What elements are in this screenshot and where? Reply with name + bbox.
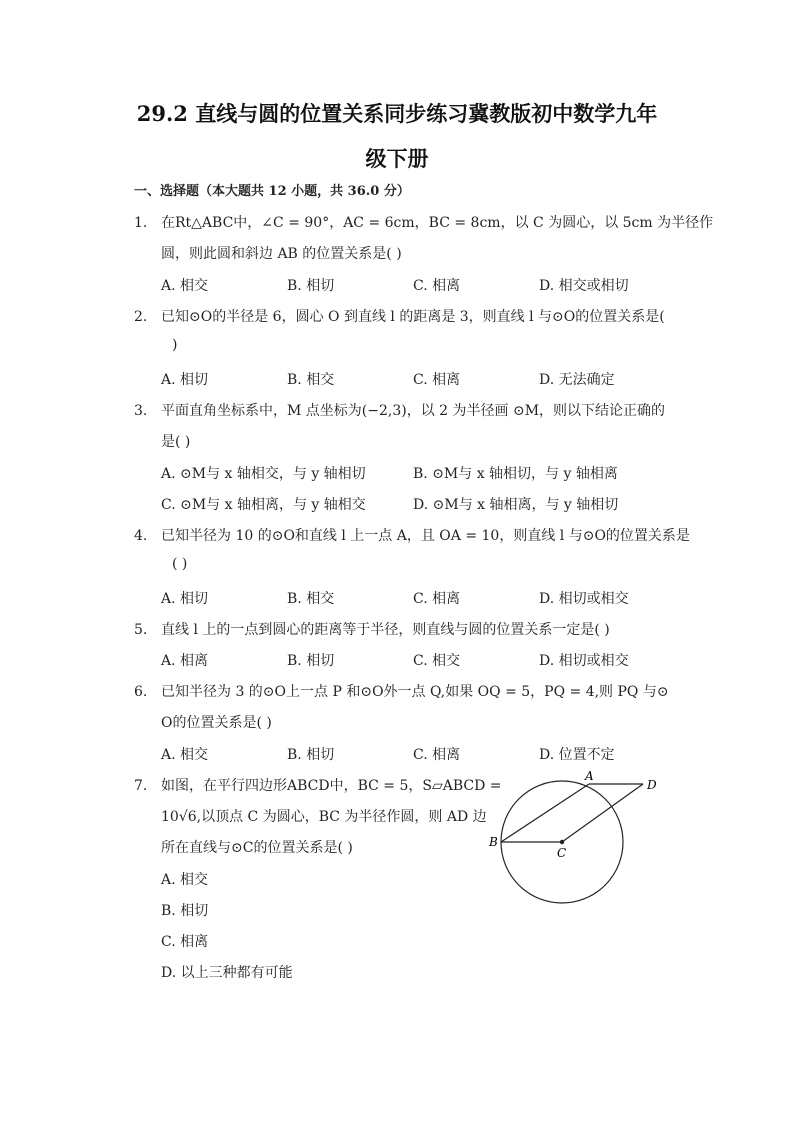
option-a: A. 相切 xyxy=(161,372,209,388)
option-c: C. 相离 xyxy=(413,747,461,763)
question-text-line: 10√6,以顶点 C 为圆心，BC 为半径作圆，则 AD 边 xyxy=(161,809,487,825)
label-b: B xyxy=(489,835,498,849)
question-number: 6. xyxy=(134,684,148,700)
question-number: 4. xyxy=(134,528,148,544)
document-title-line-2: 级下册 xyxy=(365,146,429,171)
segment-ba xyxy=(501,784,589,842)
question-text-line: 已知⊙O的半径是 6，圆心 O 到直线 l 的距离是 3，则直线 l 与⊙O的位置关系是( xyxy=(161,309,665,325)
option-a: A. 相切 xyxy=(161,591,209,607)
question-text-line: 所在直线与⊙C的位置关系是( ) xyxy=(161,840,353,856)
option-c: C. 相离 xyxy=(413,372,461,388)
question-number: 3. xyxy=(134,403,148,419)
question-number: 7. xyxy=(134,778,148,794)
question-number: 1. xyxy=(134,215,148,231)
label-a: A xyxy=(585,769,594,783)
option-c: C. 相离 xyxy=(413,591,461,607)
question-text-line: 是( ) xyxy=(161,434,191,450)
question-number: 5. xyxy=(134,622,148,638)
question-text-line: 已知半径为 10 的⊙O和直线 l 上一点 A，且 OA = 10，则直线 l 与⊙O的位置关系是 xyxy=(161,528,690,544)
section-heading: 一、选择题（本大题共 12 小题，共 36.0 分） xyxy=(134,184,410,199)
option-c: C. 相离 xyxy=(161,934,209,950)
option-d: D. 相交或相切 xyxy=(539,278,629,294)
document-title-line-1: 29.2 直线与圆的位置关系同步练习冀教版初中数学九年 xyxy=(136,101,658,126)
question-number: 2. xyxy=(134,309,148,325)
option-b: B. 相交 xyxy=(287,591,335,607)
question-text-line: ) xyxy=(172,337,178,353)
option-a: A. 相交 xyxy=(161,278,209,294)
option-b: B. 相切 xyxy=(287,278,335,294)
option-d: D. 相切或相交 xyxy=(539,653,629,669)
segment-cd xyxy=(562,784,643,842)
question-text-line: ( ) xyxy=(172,556,188,572)
option-a: A. 相交 xyxy=(161,747,209,763)
center-point xyxy=(560,840,564,844)
option-b: B. 相切 xyxy=(161,903,209,919)
question-text-line: 直线 l 上的一点到圆心的距离等于半径，则直线与圆的位置关系一定是( ) xyxy=(161,622,610,638)
option-d: D. ⊙M与 x 轴相离，与 y 轴相切 xyxy=(413,497,619,513)
option-c: C. 相交 xyxy=(413,653,461,669)
question-text-line: 在Rt△ABC中，∠C = 90°，AC = 6cm，BC = 8cm，以 C 为圆心，以 5cm 为半径作 xyxy=(161,215,714,231)
option-a: A. 相交 xyxy=(161,872,209,888)
option-d: D. 以上三种都有可能 xyxy=(161,965,293,981)
label-d: D xyxy=(647,778,657,792)
geometry-figure xyxy=(485,768,665,908)
option-c: C. 相离 xyxy=(413,278,461,294)
question-text-line: 已知半径为 3 的⊙O上一点 P 和⊙O外一点 Q,如果 OQ = 5，PQ = 4,则 PQ 与⊙ xyxy=(161,684,669,700)
option-c: C. ⊙M与 x 轴相离，与 y 轴相交 xyxy=(161,497,366,513)
option-b: B. 相切 xyxy=(287,747,335,763)
option-a: A. 相离 xyxy=(161,653,209,669)
option-b: B. 相切 xyxy=(287,653,335,669)
option-b: B. 相交 xyxy=(287,372,335,388)
option-a: A. ⊙M与 x 轴相交，与 y 轴相切 xyxy=(161,466,366,482)
label-c: C xyxy=(557,846,567,860)
option-d: D. 位置不定 xyxy=(539,747,615,763)
option-d: D. 无法确定 xyxy=(539,372,615,388)
option-b: B. ⊙M与 x 轴相切，与 y 轴相离 xyxy=(413,466,618,482)
question-text-line: 圆，则此圆和斜边 AB 的位置关系是( ) xyxy=(161,246,402,262)
question-text-line: O的位置关系是( ) xyxy=(161,715,272,731)
question-text-line: 如图，在平行四边形ABCD中，BC = 5，S▱ABCD = xyxy=(161,778,502,794)
option-d: D. 相切或相交 xyxy=(539,591,629,607)
question-text-line: 平面直角坐标系中，M 点坐标为(−2,3)，以 2 为半径画 ⊙M，则以下结论正确的 xyxy=(161,403,666,419)
